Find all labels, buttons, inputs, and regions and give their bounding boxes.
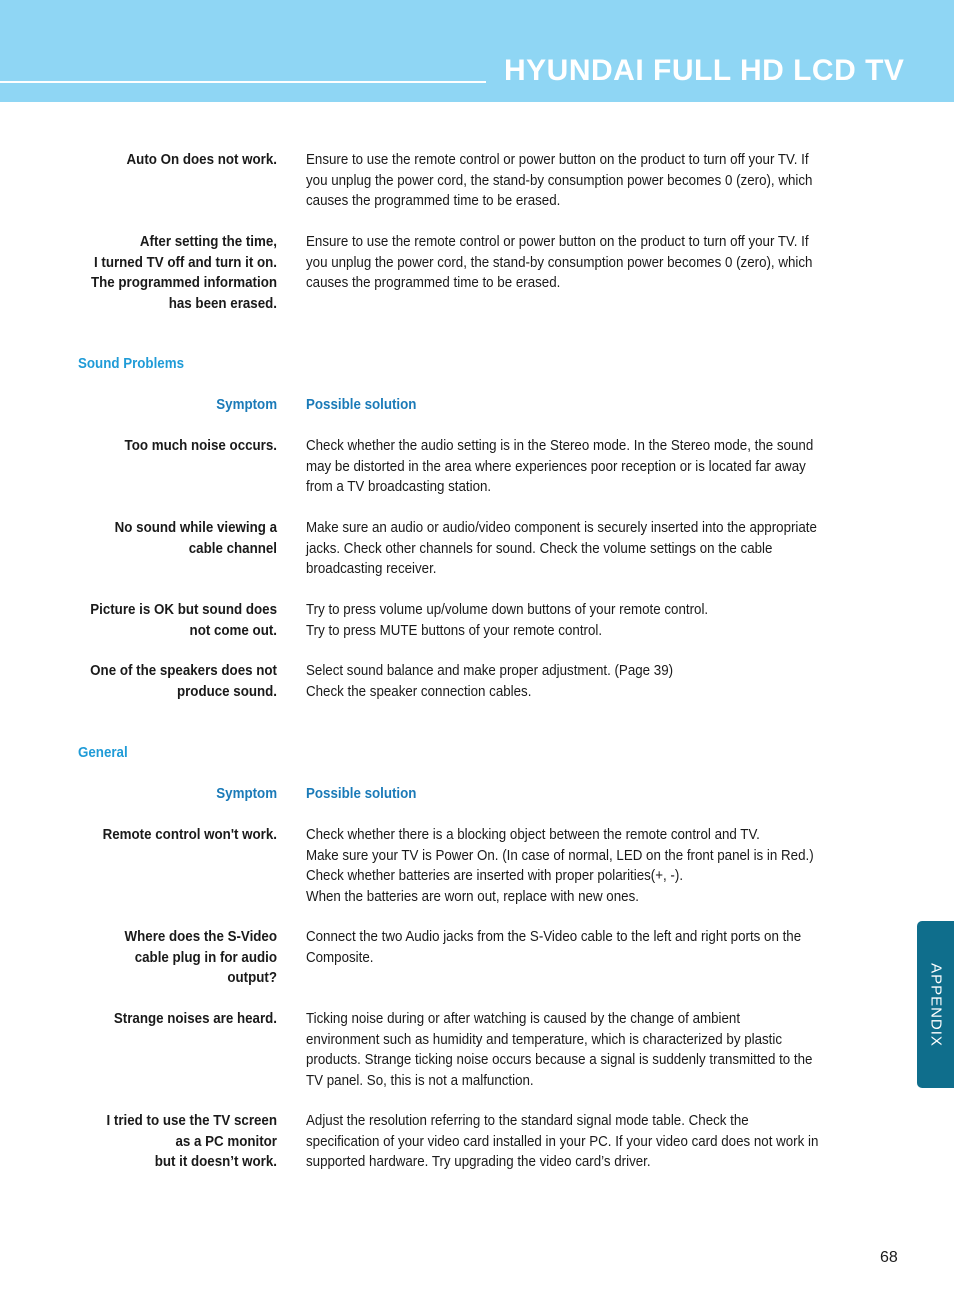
page-header [0,0,954,102]
solution-programmed-erased: Ensure to use the remote control or power button on the product to turn off your TV. If you unplug the power cord, the stand-by consumption power becomes 0 (zero), which causes the programmed time to be erased. [306,234,813,291]
symptom-programmed-erased: After setting the time, I turned TV off and turn it on. The programmed information has been erased. [90,234,277,312]
column-heading-symptom: Symptom [216,397,277,413]
column-heading-symptom: Symptom [216,786,277,802]
symptom-picture-ok-no-sound: Picture is OK but sound does not come out. [90,602,277,639]
solution-speaker-no-sound: Select sound balance and make proper adjustment. (Page 39) Check the speaker connection cables. [306,663,674,700]
solution-svideo-audio: Connect the two Audio jacks from the S-Video cable to the left and right ports on the Composite. [306,929,802,966]
symptom-no-sound-cable: No sound while viewing a cable channel [114,520,277,557]
symptom-svideo-audio: Where does the S-Video cable plug in for audio output? [124,929,277,986]
appendix-tab [917,921,954,1088]
header-rule [0,81,486,83]
solution-no-sound-cable: Make sure an audio or audio/video component is securely inserted into the appropriate jacks. Check other channels for sound. Check the volume settings on the cable broadcasting receiver. [306,520,817,577]
symptom-pc-monitor: I tried to use the TV screen as a PC monitor but it doesn’t work. [106,1113,277,1170]
header-title: HYUNDAI FULL HD LCD TV [504,54,905,87]
section-title-general: General [78,745,128,761]
solution-strange-noises: Ticking noise during or after watching is caused by the change of ambient environment such as humidity and temperature, which is characterized by plastic products. Strange ticking noise occurs because a signal is suddenly transmitted to the TV panel. So, this is not a malfunction. [306,1011,813,1089]
solution-picture-ok-no-sound: Try to press volume up/volume down buttons of your remote control. Try to press MUTE buttons of your remote control. [306,602,709,639]
symptom-remote-not-work: Remote control won't work. [102,827,277,843]
appendix-tab-label: APPENDIX [927,962,944,1047]
solution-auto-on: Ensure to use the remote control or power button on the product to turn off your TV. If you unplug the power cord, the stand-by consumption power becomes 0 (zero), which causes the programmed time to be erased. [306,152,813,209]
section-title-sound: Sound Problems [78,356,185,372]
symptom-speaker-no-sound: One of the speakers does not produce sound. [90,663,277,700]
solution-too-much-noise: Check whether the audio setting is in the Stereo mode. In the Stereo mode, the sound may be distorted in the area where experiences poor reception or is located far away from a TV broadcasting station. [306,438,814,495]
symptom-auto-on: Auto On does not work. [126,152,278,168]
symptom-too-much-noise: Too much noise occurs. [124,438,277,454]
solution-remote-not-work: Check whether there is a blocking object between the remote control and TV. Make sure your TV is Power On. (In case of normal, LED on the front panel is in Red.) Check whether batteries are inserted with proper polarities(+, -). When the batteries are worn out, replace with new ones. [306,827,814,905]
symptom-strange-noises: Strange noises are heard. [113,1011,277,1027]
column-heading-solution: Possible solution [306,397,417,413]
page-number: 68 [880,1249,898,1266]
solution-pc-monitor: Adjust the resolution referring to the standard signal mode table. Check the specification of your video card installed in your PC. If your video card does not work in supported hardware. Try upgrading the video card’s driver. [306,1113,819,1170]
column-heading-solution: Possible solution [306,786,417,802]
